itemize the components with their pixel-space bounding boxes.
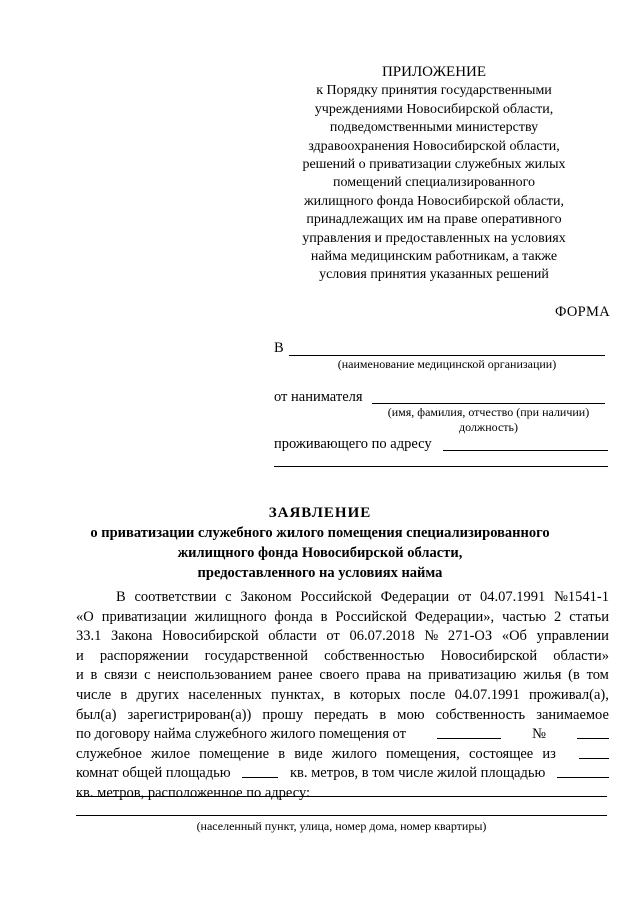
body-word: по	[76, 726, 92, 743]
appendix-line: жилищного фонда Новосибирской области,	[303, 193, 565, 209]
living-area-field[interactable]	[557, 764, 609, 778]
address-field-2[interactable]	[274, 466, 608, 467]
statement-body	[76, 588, 609, 804]
appendix-line: к Порядку принятия государственными	[316, 83, 552, 99]
body-word: в	[320, 608, 328, 625]
from-label: от нанимателя	[274, 389, 363, 405]
body-word: от	[392, 726, 406, 743]
tenant-name-field[interactable]	[372, 403, 605, 404]
body-word: частью	[502, 608, 547, 625]
body-line	[76, 666, 609, 686]
body-word: соответствии	[134, 589, 217, 605]
to-label: В	[274, 340, 284, 356]
organization-field[interactable]	[289, 355, 605, 356]
body-word: собственность	[435, 706, 526, 723]
body-line	[76, 627, 609, 647]
body-word: и	[76, 647, 84, 664]
contract-number-field[interactable]	[577, 725, 609, 739]
body-word: жилищного	[194, 608, 267, 625]
body-word: с	[225, 589, 232, 605]
form-label: ФОРМА	[554, 304, 610, 320]
total-area-label: комнат общей площадью	[76, 765, 231, 782]
body-word: прошу	[262, 706, 304, 723]
body-word: распоряжении	[99, 647, 189, 664]
body-word: собственностью	[324, 647, 425, 664]
body-word: населенных	[188, 686, 262, 703]
body-word: от	[457, 589, 472, 605]
body-word: Федерации»,	[414, 608, 495, 625]
body-word: пунктах,	[270, 686, 325, 703]
appendix-line: учреждениями Новосибирской области,	[314, 101, 554, 117]
body-word: с	[144, 667, 151, 684]
appendix-block	[300, 63, 568, 285]
body-word: том	[586, 667, 609, 684]
body-word: 04.07.1991	[454, 686, 520, 703]
appendix-line: решений о приватизации служебных жилых	[302, 157, 566, 173]
body-line	[76, 725, 609, 745]
body-word: «О	[76, 608, 94, 625]
body-word: приватизацию	[428, 667, 517, 684]
body-word: управлении	[536, 628, 609, 645]
body-word: ранее	[278, 667, 313, 684]
body-word: своего	[319, 667, 360, 684]
body-word: из	[542, 745, 556, 762]
body-line	[76, 745, 609, 765]
body-word: и	[76, 667, 84, 684]
body-word: жилого	[331, 745, 377, 762]
body-word: в	[333, 686, 341, 703]
body-word: жилое	[151, 745, 191, 762]
appendix-line: найма медицинским работникам, а также	[310, 249, 558, 265]
body-word: связи	[104, 667, 138, 684]
appendix-line: здравоохранения Новосибирской области,	[308, 138, 560, 154]
body-word: в	[278, 745, 286, 762]
body-word: 33.1	[76, 628, 102, 645]
body-word: в	[120, 686, 128, 703]
body-word: 04.07.1991	[480, 589, 546, 605]
body-word: помещения,	[386, 745, 460, 762]
body-word: «Об	[501, 628, 527, 645]
body-word: на	[407, 667, 422, 684]
body-word: Российской	[335, 608, 407, 625]
property-address-hint: (населенный пункт, улица, номер дома, номер квартиры)	[196, 819, 487, 833]
body-line	[76, 764, 609, 784]
body-word: других	[136, 686, 180, 703]
title-line: жилищного фонда Новосибирской области,	[177, 545, 463, 561]
living-area-label: кв. метров, в том числе жилой площадью	[289, 765, 546, 782]
rooms-count-field[interactable]	[579, 745, 609, 759]
body-word: фонда	[274, 608, 313, 625]
body-word: Новосибирской	[440, 647, 538, 664]
body-word: зарегистрирован(а))	[127, 706, 252, 723]
appendix-line: подведомственными министерству	[329, 120, 539, 136]
title-line: о приватизации служебного жилого помещения специализированного	[90, 525, 550, 541]
body-word: занимаемое	[536, 706, 609, 723]
body-word: числе	[76, 686, 112, 703]
body-word: договору	[94, 726, 151, 743]
body-word: области	[268, 628, 317, 645]
appendix-line: условия принятия указанных решений	[319, 267, 549, 283]
body-line	[76, 608, 609, 628]
address-field-1[interactable]	[443, 450, 608, 451]
body-line: кв. метров, расположенное по адресу:	[76, 784, 311, 801]
body-word: передать	[314, 706, 369, 723]
body-word: 2	[554, 608, 562, 625]
body-line	[76, 647, 609, 667]
body-word: Федерации	[380, 589, 450, 605]
body-words	[76, 725, 406, 745]
address-label: проживающего по адресу	[274, 436, 432, 452]
body-line	[76, 588, 609, 608]
body-word: мою	[397, 706, 425, 723]
body-word: Законом	[240, 589, 292, 605]
body-word: был(а)	[76, 706, 117, 723]
body-word: Закона	[111, 628, 153, 645]
body-word: в	[90, 667, 98, 684]
body-word: виде	[294, 745, 323, 762]
title-line: предоставленного на условиях найма	[197, 565, 443, 581]
title-line: ЗАЯВЛЕНИЕ	[268, 505, 372, 521]
body-word: помещения	[318, 726, 390, 743]
body-word: приватизации	[101, 608, 187, 625]
tenant-position-hint: должность)	[459, 420, 518, 434]
body-word: которых	[349, 686, 401, 703]
body-word: 271-ОЗ	[447, 628, 493, 645]
appendix-line: помещений специализированного	[332, 175, 536, 191]
body-word: от	[326, 628, 340, 645]
property-address-line-2[interactable]	[76, 815, 607, 816]
body-word: (в	[568, 667, 580, 684]
contract-date-field[interactable]	[437, 725, 501, 739]
body-word: помещение	[199, 745, 270, 762]
body-word: неиспользованием	[157, 667, 272, 684]
tenant-name-hint: (имя, фамилия, отчество (при наличии)	[387, 405, 590, 419]
total-area-field[interactable]	[242, 764, 278, 778]
body-line	[76, 686, 609, 706]
body-word: Российской	[300, 589, 372, 605]
body-word: служебное	[76, 745, 142, 762]
number-sign: №	[532, 726, 546, 743]
body-word: состоящее	[468, 745, 534, 762]
body-word: в	[379, 706, 387, 723]
body-word: жилого	[270, 726, 316, 743]
body-line	[76, 706, 609, 726]
body-word: государственной	[204, 647, 308, 664]
body-word: области»	[553, 647, 609, 664]
body-word: Новосибирской	[162, 628, 259, 645]
body-word: 06.07.2018	[349, 628, 415, 645]
appendix-line: управления и предоставленных на условиях	[302, 230, 566, 246]
body-word: найма	[153, 726, 192, 743]
statement-title	[40, 503, 600, 583]
appendix-heading: ПРИЛОЖЕНИЕ	[381, 64, 487, 80]
body-word: после	[409, 686, 446, 703]
body-word: В	[116, 589, 126, 605]
body-word: статьи	[569, 608, 609, 625]
body-word: №1541-1	[554, 589, 609, 605]
body-words	[76, 745, 556, 765]
body-word: служебного	[194, 726, 267, 743]
body-word: жилья	[523, 667, 562, 684]
organization-hint: (наименование медицинской организации)	[337, 357, 557, 371]
body-word: проживал(а),	[529, 686, 609, 703]
body-word: №	[424, 628, 439, 645]
body-word: права	[365, 667, 401, 684]
property-address-line-1[interactable]	[76, 796, 607, 797]
appendix-line: принадлежащих им на праве оперативного	[306, 212, 562, 228]
